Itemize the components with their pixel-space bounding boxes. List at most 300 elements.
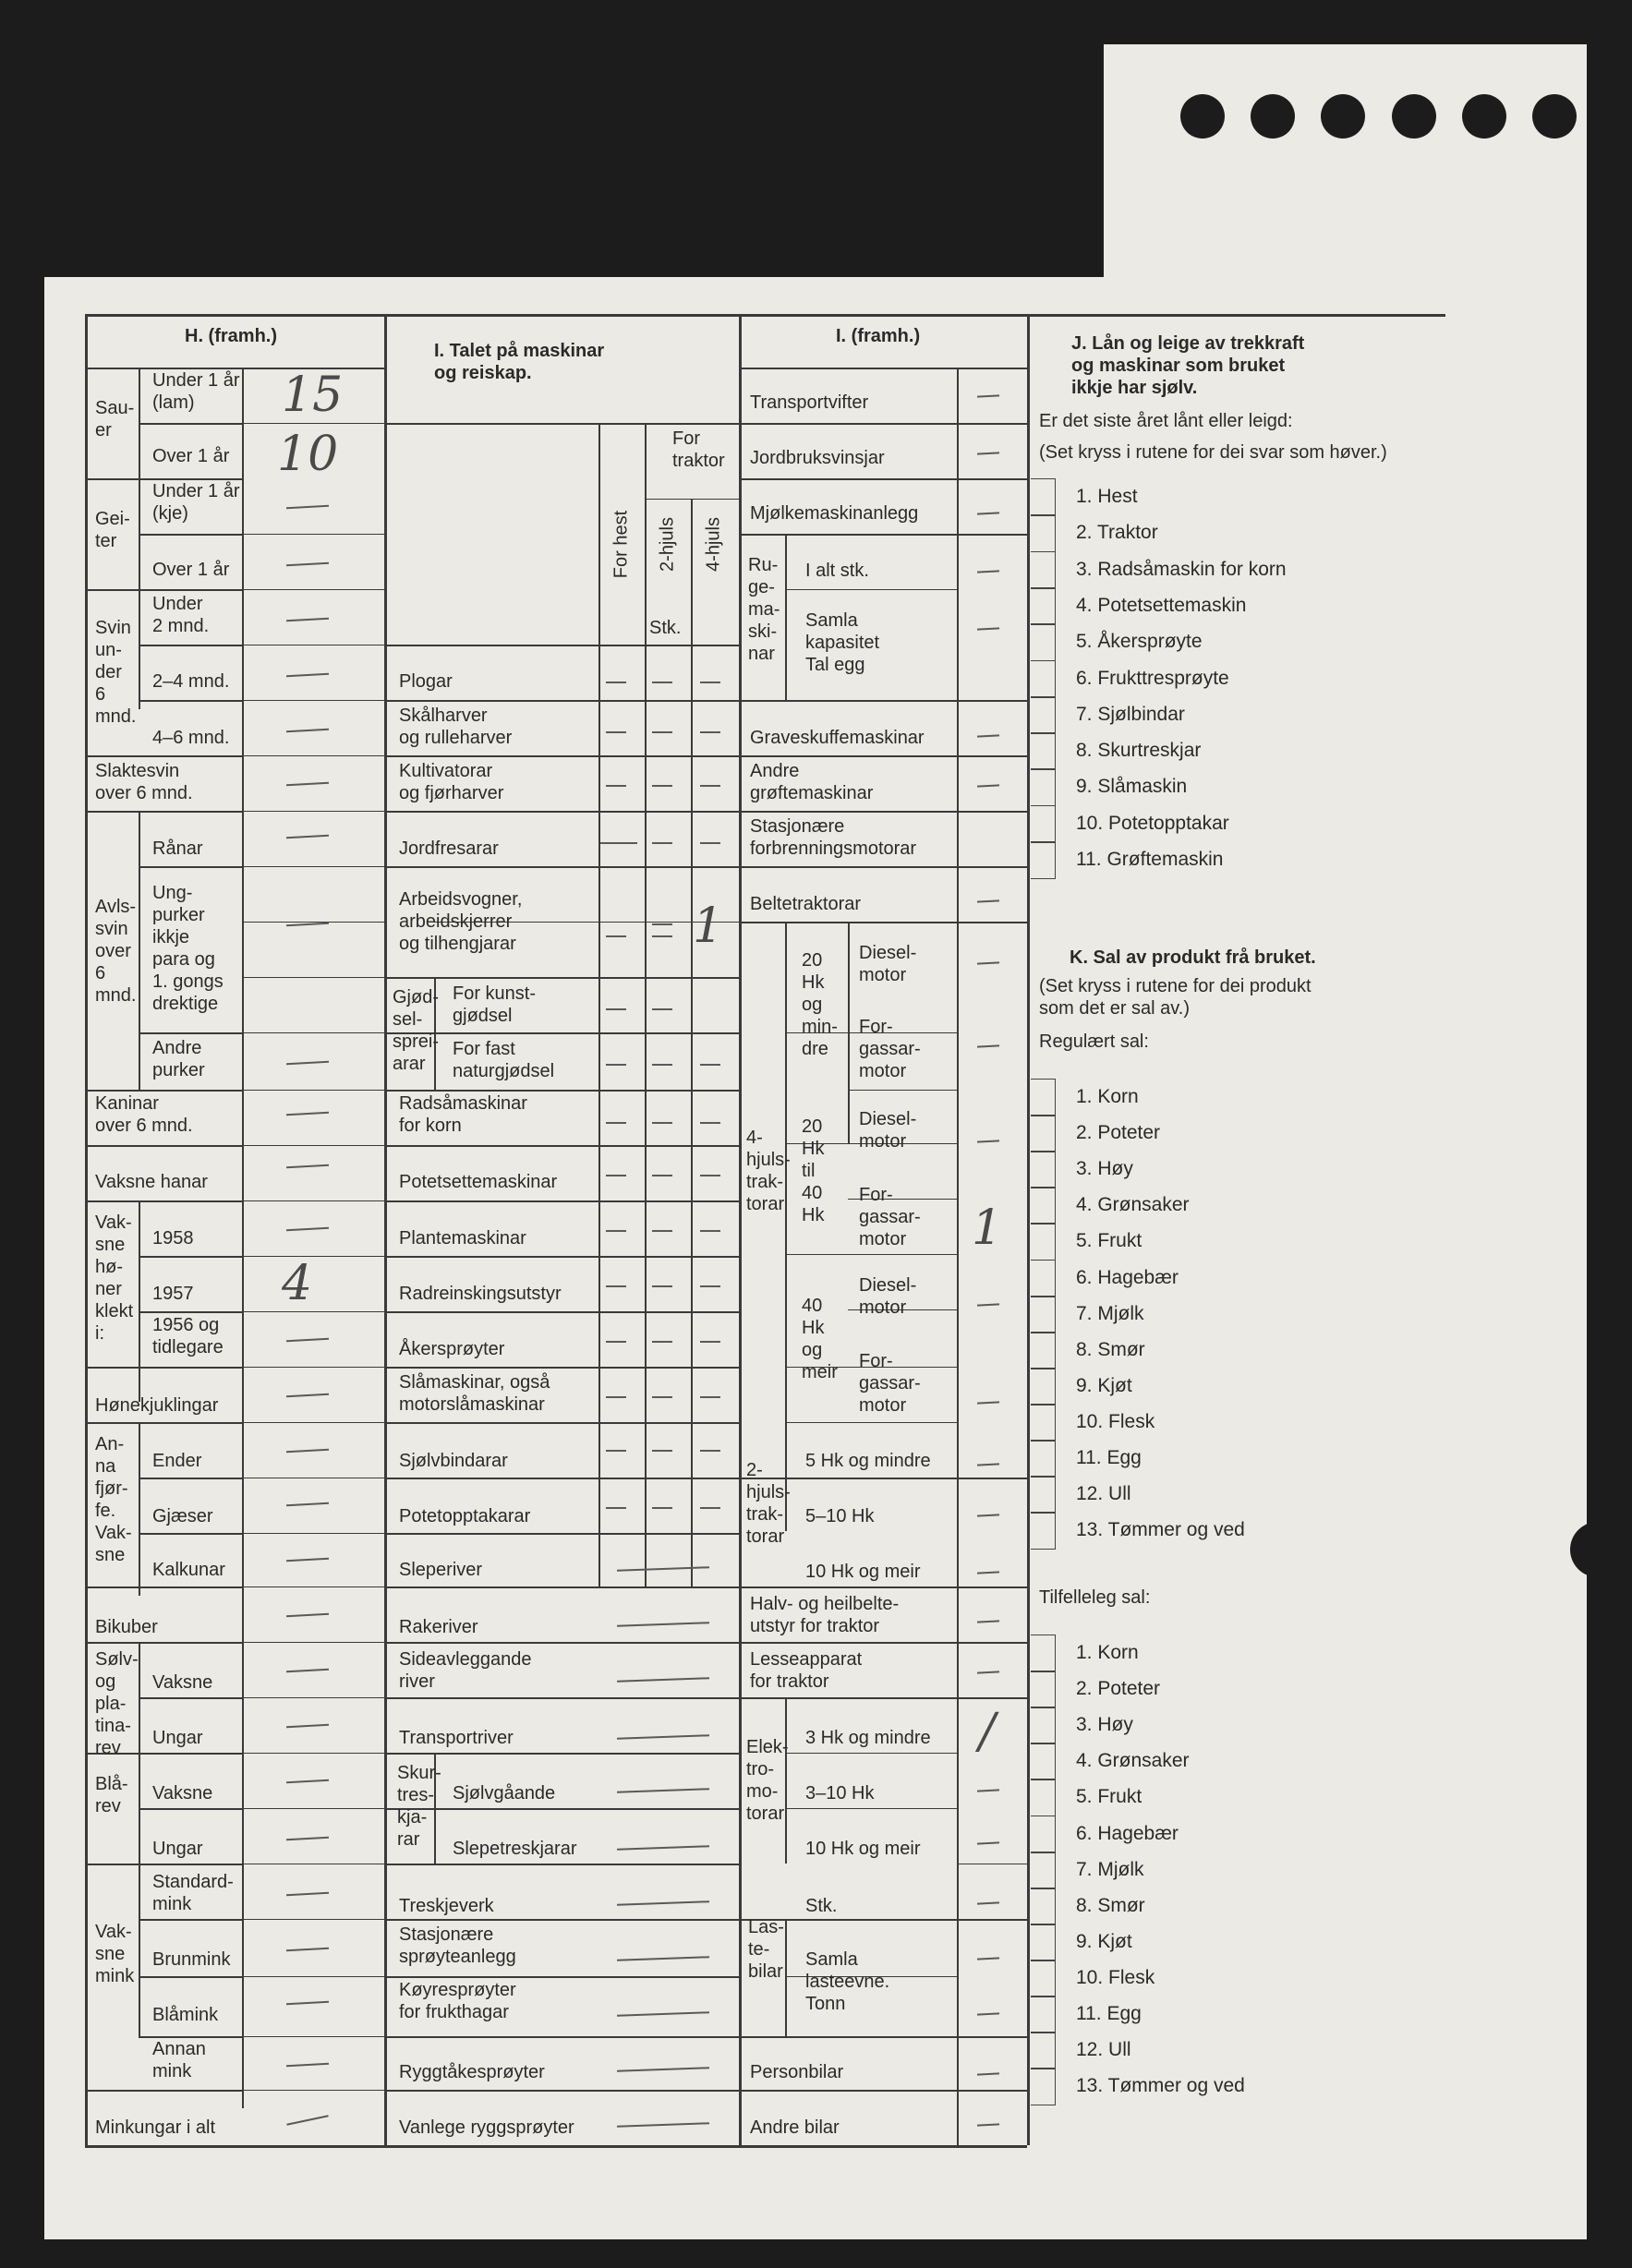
punch-hole (1462, 94, 1506, 139)
checkbox[interactable] (1031, 1671, 1056, 1708)
checkbox[interactable] (1031, 768, 1056, 806)
rule-v (139, 1422, 140, 1596)
blank-dash-mark (700, 1122, 720, 1124)
punch-hole (1180, 94, 1225, 139)
blank-dash-mark (700, 731, 720, 733)
row-lesseapparat: Lesseapparat for traktor (750, 1649, 863, 1692)
row-sjolvgaande: Sjølvgåande (453, 1783, 556, 1804)
punch-hole (1321, 94, 1365, 139)
row-vaksne-hanar: Vaksne hanar (95, 1172, 208, 1192)
blank-dash-mark (652, 1341, 672, 1343)
occasional-sale-item: 9. Kjøt (1076, 1930, 1132, 1952)
checkbox[interactable] (1031, 1079, 1056, 1116)
row-treskjeverk: Treskjeverk (399, 1896, 494, 1916)
row-forgassarmotor: For- gassar- motor (859, 1185, 921, 1249)
rule-h (242, 1533, 384, 1534)
label-2hjuls-traktorar: 2- hjuls- trak- torar (746, 1460, 791, 1547)
row-ender: Ender (152, 1451, 202, 1471)
occasional-sale-item: 5. Frukt (1076, 1786, 1142, 1808)
checkbox[interactable] (1031, 1743, 1056, 1780)
rule-v (1027, 314, 1030, 2145)
row-stk: Stk. (805, 1896, 838, 1916)
column-4hjuls: 4-hjuls (703, 517, 724, 572)
row-potetsette: Potetsettemaskinar (399, 1172, 558, 1192)
rule-h (139, 1478, 242, 1479)
row-jordbruksvinsjar: Jordbruksvinsjar (750, 448, 885, 468)
checkbox[interactable] (1031, 1440, 1056, 1478)
row-kalkunar: Kalkunar (152, 1560, 225, 1580)
checkbox[interactable] (1031, 1332, 1056, 1369)
row-5-10hk: 5–10 Hk (805, 1506, 875, 1526)
rule-h (384, 1145, 739, 1147)
rule-h (739, 922, 1027, 923)
handwritten-sau-under[interactable]: 15 (282, 368, 344, 423)
loan-item: 8. Skurtreskjar (1076, 740, 1202, 762)
row-mjolkemaskin: Mjølkemaskinanlegg (750, 503, 919, 524)
row-geit-over: Over 1 år (152, 560, 230, 580)
rule-h (384, 755, 739, 757)
row-transportriver: Transportriver (399, 1728, 514, 1748)
row-annan-mink: Annan mink (152, 2039, 206, 2081)
row-dieselmotor: Diesel- motor (859, 1109, 917, 1152)
row-forgassarmotor: For- gassar- motor (859, 1017, 921, 1081)
blank-dash-mark (700, 1507, 720, 1509)
rule-h (384, 1753, 739, 1755)
label-4hjuls-traktorar: 4- hjuls- trak- torar (746, 1128, 791, 1214)
rule-v (139, 1642, 140, 1870)
rule-h (242, 2036, 384, 2037)
rule-h (739, 2036, 1027, 2038)
label-gjodselspreiarar: Gjød- sel- sprei- arar (393, 987, 440, 1074)
rule-h (242, 1753, 384, 1754)
rule-h (384, 1642, 739, 1644)
blank-dash-mark (606, 1008, 626, 1010)
row-kultivatorar: Kultivatorar og fjørharver (399, 761, 504, 803)
loan-item: 1. Hest (1076, 486, 1138, 507)
section-j-title: J. Lån og leige av trekkraft og maskinar som bruket ikkje har sjølv. (1071, 333, 1305, 398)
loan-item: 3. Radsåmaskin for korn (1076, 558, 1287, 580)
checkbox[interactable] (1031, 1115, 1056, 1152)
regular-sale-item: 12. Ull (1076, 1483, 1131, 1505)
rule-v (139, 1870, 140, 2036)
rule-h (242, 1697, 384, 1698)
row-svin-2-4: 2–4 mnd. (152, 671, 230, 692)
row-arbeidsvogner: Arbeidsvogner, arbeidskjerrer og tilhengjarar (399, 889, 523, 954)
rule-v (957, 368, 959, 2145)
blank-dash-mark (606, 1175, 626, 1176)
row-minkungar: Minkungar i alt (95, 2117, 216, 2138)
row-radsamaskinar: Radsåmaskinar for korn (399, 1093, 527, 1136)
loan-item: 6. Frukttresprøyte (1076, 667, 1229, 689)
section-k-note: (Set kryss i rutene for dei produkt som det er sal av.) (1039, 976, 1312, 1019)
label-20hk-mindre: 20 Hk og min- dre (802, 950, 838, 1059)
rule-h (384, 1367, 739, 1369)
blank-dash-mark (652, 1507, 672, 1509)
row-beltetraktorar: Beltetraktorar (750, 894, 862, 914)
label-blarev: Blå- rev (95, 1774, 128, 1816)
blank-dash-mark (606, 1396, 626, 1398)
punched-tab (1104, 44, 1587, 321)
occasional-sale-item: 12. Ull (1076, 2039, 1131, 2061)
checkbox[interactable] (1031, 2032, 1056, 2069)
regular-sale-item: 9. Kjøt (1076, 1374, 1132, 1396)
rule-v (139, 1200, 140, 1402)
rule-h (242, 811, 384, 812)
rule-h (785, 589, 957, 590)
occasional-sale-item: 1. Korn (1076, 1642, 1139, 1663)
handwritten-arbeidsvogner-4hjuls[interactable]: 1 (693, 899, 724, 954)
rule-h (384, 1200, 739, 1202)
blank-dash-mark (700, 1450, 720, 1452)
row-koyresproyter: Køyresprøyter for frukthagar (399, 1980, 516, 2022)
rule-h (434, 1808, 598, 1809)
rule-v (739, 314, 742, 2145)
blank-dash-mark (700, 842, 720, 844)
rule-h (242, 534, 384, 535)
row-samla-lasteevne: Samla lasteevne. Tonn (805, 1949, 890, 2014)
blank-dash-mark (652, 1122, 672, 1124)
rule-h (139, 1533, 242, 1535)
rule-h (85, 589, 242, 591)
blank-dash-mark (652, 682, 672, 683)
handwritten-1957[interactable]: 4 (282, 1256, 313, 1311)
blank-dash-mark (652, 1285, 672, 1287)
rule-h (739, 478, 1027, 480)
section-i2-title: I. (framh.) (836, 326, 921, 346)
rule-h (242, 1919, 384, 1920)
rule-h (739, 1586, 1027, 1588)
rule-v (785, 1919, 787, 2036)
label-solvrev: Sølv- og pla- tina- rev (95, 1649, 139, 1758)
checkbox[interactable] (1031, 478, 1056, 516)
rule-h (85, 1422, 242, 1424)
row-10hk-meir-elektro: 10 Hk og meir (805, 1839, 921, 1859)
rule-h (85, 1642, 242, 1644)
occasional-sale-item: 6. Hagebær (1076, 1822, 1179, 1844)
row-stasjonaere-forbr: Stasjonære forbrenningsmotorar (750, 816, 917, 859)
blank-dash-mark (652, 923, 672, 925)
rule-h (739, 866, 1027, 868)
checkbox[interactable] (1031, 1960, 1056, 1997)
rule-h (242, 977, 384, 978)
rule-h (85, 755, 242, 757)
checkbox[interactable] (1031, 623, 1056, 661)
row-honekjuklingar: Hønekjuklingar (95, 1395, 219, 1416)
rule-h (139, 1311, 242, 1313)
row-standardmink: Standard- mink (152, 1872, 234, 1914)
blank-dash-mark (700, 785, 720, 787)
loan-item: 2. Traktor (1076, 522, 1158, 544)
rule-h (739, 700, 1027, 702)
rule-h (384, 2090, 739, 2092)
row-brunmink: Brunmink (152, 1949, 231, 1970)
blank-dash-mark (652, 1008, 672, 1010)
punch-hole (1392, 94, 1436, 139)
row-solvrev-ungar: Ungar (152, 1728, 203, 1748)
checkbox[interactable] (1031, 551, 1056, 589)
rule-h (785, 1254, 957, 1255)
checkbox[interactable] (1031, 1151, 1056, 1188)
label-rugemaskinar: Ru- ge- ma- ski- nar (748, 555, 780, 664)
row-kunstgjodsel: For kunst- gjødsel (453, 983, 537, 1026)
loan-item: 7. Sjølbindar (1076, 703, 1185, 725)
row-1958: 1958 (152, 1228, 194, 1249)
checkbox[interactable] (1031, 1512, 1056, 1550)
rule-h (85, 1090, 242, 1092)
blank-dash-mark (652, 1175, 672, 1176)
row-blamink: Blåmink (152, 2005, 219, 2025)
rule-h (384, 645, 739, 646)
checkbox[interactable] (1031, 1368, 1056, 1405)
rule-h (242, 1976, 384, 1977)
column-stk: Stk. (649, 618, 682, 638)
checkbox[interactable] (1031, 1223, 1056, 1261)
column-2hjuls: 2-hjuls (657, 517, 678, 572)
rule-h (384, 1478, 739, 1479)
regular-sale-item: 3. Høy (1076, 1158, 1133, 1180)
rule-h (242, 1200, 384, 1201)
blank-dash-mark (700, 1064, 720, 1066)
checkbox[interactable] (1031, 514, 1056, 552)
checkbox[interactable] (1031, 805, 1056, 843)
rule-h (85, 1586, 242, 1588)
loan-item: 4. Potetsettemaskin (1076, 594, 1247, 616)
row-vanlege-rygg: Vanlege ryggsprøyter (399, 2117, 574, 2138)
checkbox[interactable] (1031, 1187, 1056, 1224)
blank-dash-mark (606, 935, 626, 937)
rule-h (139, 1256, 242, 1258)
rule-v (848, 977, 850, 1143)
regular-sale-item: 10. Flesk (1076, 1410, 1155, 1432)
row-andre-bilar: Andre bilar (750, 2117, 840, 2138)
rule-h (139, 866, 242, 868)
row-stasjonaere-sproyte: Stasjonære sprøyteanlegg (399, 1924, 516, 1967)
rule-v (139, 811, 140, 1090)
rule-h (739, 755, 1027, 757)
loan-item: 9. Slåmaskin (1076, 776, 1188, 798)
rule-h (139, 423, 242, 425)
rule-h (384, 1422, 739, 1424)
blank-dash-mark (652, 842, 672, 844)
row-sjolvbindarar: Sjølvbindarar (399, 1451, 508, 1471)
rule-h (139, 1032, 242, 1034)
checkbox[interactable] (1031, 1852, 1056, 1889)
blank-dash-mark (606, 785, 626, 787)
rule-h (384, 1697, 739, 1699)
checkbox[interactable] (1031, 696, 1056, 734)
rule-h (139, 1976, 242, 1978)
row-sleperiver: Sleperiver (399, 1560, 483, 1580)
checkbox[interactable] (1031, 1635, 1056, 1672)
regular-sale-item: 4. Grønsaker (1076, 1194, 1190, 1216)
rule-h (384, 1976, 739, 1978)
row-1956: 1956 og tidlegare (152, 1315, 224, 1357)
label-geiter: Gei- ter (95, 509, 130, 551)
row-ungpurker: Ung- purker ikkje para og 1. gongs drektige (152, 883, 224, 1014)
rule-h (434, 1032, 598, 1033)
label-20-40hk: 20 Hk til 40 Hk (802, 1116, 825, 1225)
rule-h (785, 1808, 957, 1809)
label-elektromotorar: Elek- tro- mo- torar (746, 1737, 789, 1824)
checkbox[interactable] (1031, 1816, 1056, 1853)
row-potetopptakarar: Potetopptakarar (399, 1506, 531, 1526)
rule-h (242, 1642, 384, 1643)
rule-h (242, 589, 384, 590)
rule-h (85, 1367, 242, 1369)
rule-h (242, 1032, 384, 1033)
rule-h (85, 2090, 242, 2092)
regular-sale-item: 5. Frukt (1076, 1230, 1142, 1252)
row-akersproyter: Åkersprøyter (399, 1339, 505, 1359)
row-samla-kapasitet: Samla kapasitet Tal egg (805, 610, 880, 675)
label-avlssvin: Avls- svin over 6 mnd. (95, 897, 137, 1006)
loan-item: 5. Åkersprøyte (1076, 631, 1203, 653)
checkbox[interactable] (1031, 732, 1056, 770)
checkbox[interactable] (1031, 841, 1056, 879)
rule-v (598, 645, 600, 1586)
rule-h (384, 2036, 739, 2038)
row-personbilar: Personbilar (750, 2062, 844, 2082)
row-jordfresarar: Jordfresarar (399, 838, 499, 859)
rule-h (384, 423, 739, 425)
column-for-hest: For hest (610, 510, 632, 579)
checkbox[interactable] (1031, 1260, 1056, 1297)
rule-h (139, 700, 242, 702)
rule-h (739, 534, 1027, 536)
section-k-occasional-label: Tilfelleleg sal: (1039, 1587, 1151, 1608)
row-slamaskinar: Slåmaskinar, også motorslåmaskinar (399, 1372, 550, 1415)
row-graveskuffe: Graveskuffemaskinar (750, 728, 925, 748)
section-k-regular-label: Regulært sal: (1039, 1031, 1149, 1052)
handwritten-sau-over[interactable]: 10 (277, 427, 339, 482)
row-3-10hk: 3–10 Hk (805, 1783, 875, 1804)
blank-dash-mark (700, 1175, 720, 1176)
section-j-question: Er det siste året lånt eller leigd: (1039, 411, 1293, 431)
rule-h (139, 645, 242, 646)
label-mink: Vak- sne mink (95, 1922, 135, 1986)
blank-dash-mark (700, 1285, 720, 1287)
rule-h (242, 1090, 384, 1091)
section-j-note: (Set kryss i rutene for dei svar som høver.) (1039, 442, 1387, 463)
row-dieselmotor: Diesel- motor (859, 1275, 917, 1318)
blank-dash-mark (700, 1230, 720, 1232)
rule-h (242, 1367, 384, 1368)
rule-h (848, 1090, 957, 1091)
checkbox[interactable] (1031, 1707, 1056, 1744)
rule-h (85, 811, 242, 813)
checkbox[interactable] (1031, 2068, 1056, 2105)
checkbox[interactable] (1031, 1996, 1056, 2033)
rule-h (384, 1864, 739, 1865)
rule-h (384, 1311, 739, 1313)
checkbox[interactable] (1031, 1924, 1056, 1961)
checkbox[interactable] (1031, 1888, 1056, 1925)
row-ranar: Rånar (152, 838, 203, 859)
checkbox[interactable] (1031, 1404, 1056, 1442)
column-for-traktor: For traktor (672, 428, 725, 471)
row-ryggtake: Ryggtåkesprøyter (399, 2062, 545, 2082)
blank-dash-mark (700, 682, 720, 683)
rule-v (598, 423, 600, 645)
blank-dash-mark (606, 1285, 626, 1287)
checkbox[interactable] (1031, 660, 1056, 698)
rule-h (242, 866, 384, 867)
blank-dash-mark (652, 1230, 672, 1232)
row-forgassarmotor: For- gassar- motor (859, 1351, 921, 1416)
handwritten-4hjuls-forgassar[interactable]: 1 (972, 1200, 1003, 1256)
rule-h (384, 1256, 739, 1258)
occasional-sale-item: 13. Tømmer og ved (1076, 2075, 1245, 2097)
label-anna-fjorfe: An- na fjør- fe. Vak- sne (95, 1434, 132, 1565)
label-lastebilar: Las- te- bilar (748, 1917, 784, 1982)
row-bikuber: Bikuber (95, 1617, 158, 1637)
blank-dash-mark (606, 1507, 626, 1509)
punch-hole (1532, 94, 1577, 139)
row-fast-gjodsel: For fast naturgjødsel (453, 1039, 555, 1081)
rule-h (242, 2090, 384, 2091)
blank-dash-mark (600, 842, 637, 844)
rule-v (139, 368, 140, 709)
regular-sale-item: 2. Poteter (1076, 1122, 1161, 1144)
blank-dash-mark (652, 1396, 672, 1398)
rule-h (739, 811, 1027, 813)
checkbox[interactable] (1031, 1476, 1056, 1514)
loan-item: 11. Grøftemaskin (1076, 849, 1224, 870)
regular-sale-item: 6. Hagebær (1076, 1266, 1179, 1288)
row-alt-stk: I alt stk. (805, 561, 869, 581)
checkbox[interactable] (1031, 587, 1056, 625)
label-honer: Vak- sne hø- ner klekt i: (95, 1212, 134, 1344)
occasional-sale-item: 3. Høy (1076, 1714, 1133, 1736)
rule-v (785, 922, 787, 1531)
blank-dash-mark (606, 1450, 626, 1452)
rule-h (85, 1200, 242, 1202)
blank-dash-mark (606, 1341, 626, 1343)
regular-sale-item: 1. Korn (1076, 1086, 1139, 1107)
row-5hk-mindre: 5 Hk og mindre (805, 1451, 931, 1471)
row-dieselmotor: Diesel- motor (859, 943, 917, 985)
rule-h (739, 423, 1027, 425)
occasional-sale-item: 8. Smør (1076, 1894, 1145, 1916)
rule-h (242, 1808, 384, 1809)
row-1957: 1957 (152, 1284, 194, 1304)
regular-sale-item: 7. Mjølk (1076, 1302, 1144, 1324)
row-andre-grofte: Andre grøftemaskinar (750, 761, 874, 803)
row-slepetreskjarar: Slepetreskjarar (453, 1839, 577, 1859)
row-plogar: Plogar (399, 671, 453, 692)
row-transportvifter: Transportvifter (750, 392, 869, 413)
label-svin: Svin un- der 6 mnd. (95, 618, 137, 727)
rule-h (242, 423, 384, 424)
row-kaninar: Kaninar over 6 mnd. (95, 1093, 193, 1136)
row-skalharver: Skålharver og rulleharver (399, 706, 513, 748)
occasional-sale-item: 11. Egg (1076, 2003, 1142, 2024)
rule-h (139, 1919, 242, 1921)
rule-h (384, 811, 739, 813)
handwritten-elektro-3hk[interactable]: / (979, 1704, 996, 1759)
row-blarev-vaksne: Vaksne (152, 1783, 213, 1804)
rule-h (739, 1642, 1027, 1644)
checkbox[interactable] (1031, 1779, 1056, 1816)
checkbox[interactable] (1031, 1296, 1056, 1333)
rule-v (242, 368, 244, 2108)
rule-h (242, 1422, 384, 1423)
rule-h (384, 1919, 739, 1921)
rule-h (739, 368, 1027, 369)
occasional-sale-item: 7. Mjølk (1076, 1858, 1144, 1880)
blank-dash-mark (652, 1064, 672, 1066)
rule-h (242, 1256, 384, 1257)
